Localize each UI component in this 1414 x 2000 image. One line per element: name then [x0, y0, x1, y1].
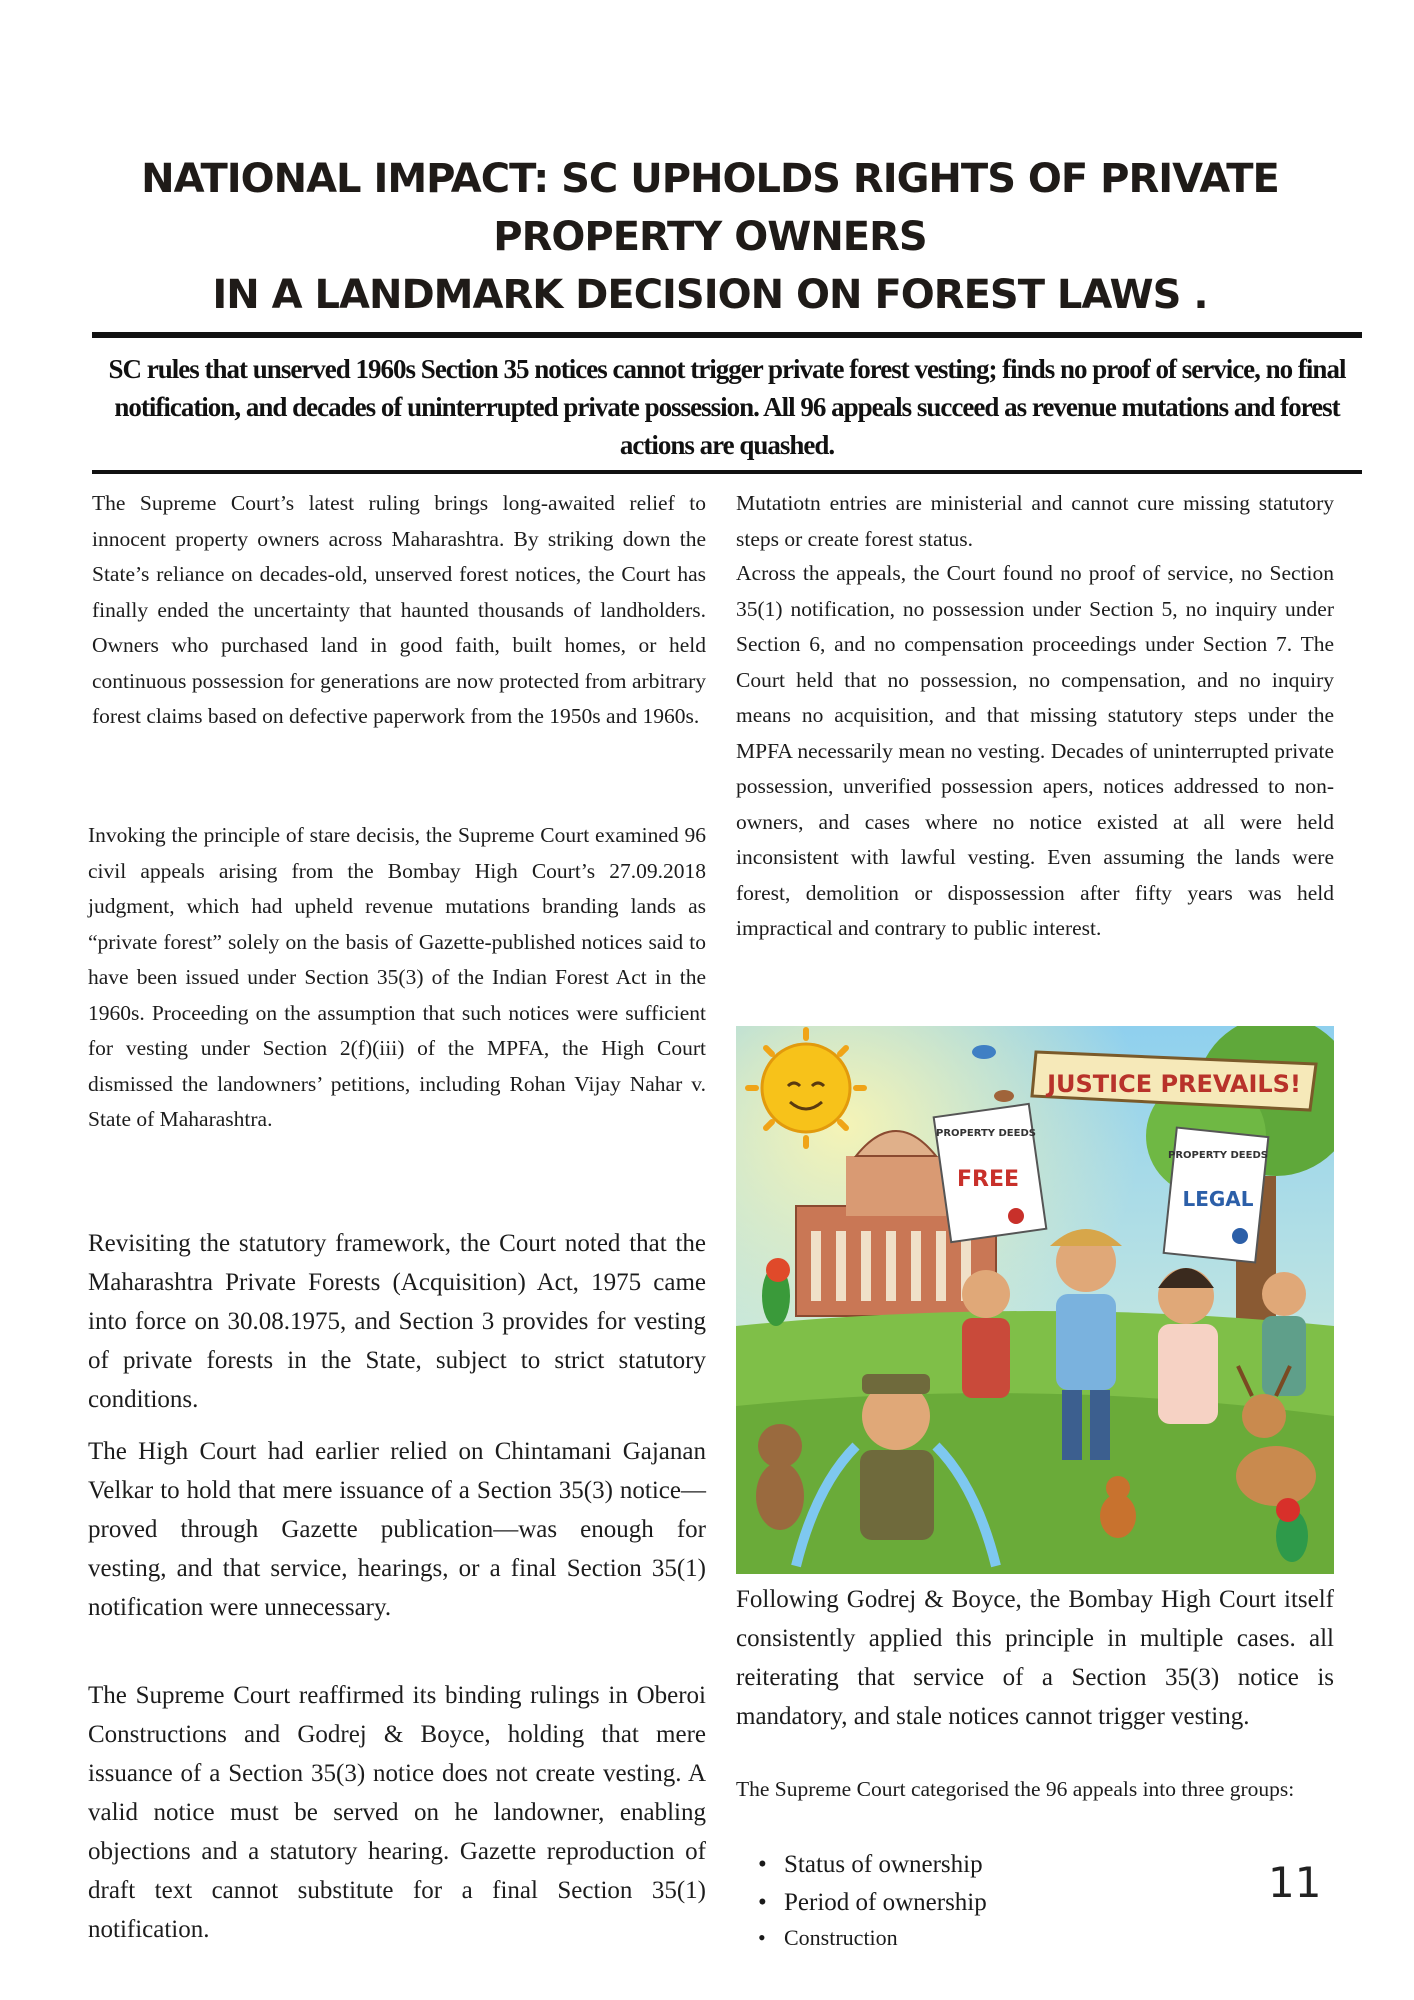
- right-paragraph-2: Across the appeals, the Court found no proof of service, no Section 35(1) notification, no possession under Section 5, no inquiry under Section 6, and no compensation proceedings under Section 7. The Court held that no possession, no compensation, and no inquiry means no acquisition, and that missing statutory steps under the MPFA necessarily mean no vesting. Decades of uninterrupted private possession, unverified possession apers, notices addressed to non-owners, and cases where no notice existed at all were held inconsistent with lawful vesting. Even assuming the lands were forest, demolition or dispossession after fifty years was held impractical and contrary to public interest.: [736, 561, 1334, 940]
- stamp-legal: LEGAL: [1182, 1187, 1254, 1211]
- left-paragraph-1: The Supreme Court’s latest ruling brings long-awaited relief to innocent property owners across Maharashtra. By striking down the State’s reliance on decades-old, unserved forest notices, the Court has finally ended the uncertainty that haunted thousands of landholders. Owners who purchased land in good faith, built homes, or held continuous possession for generations are now protected from arbitrary forest claims based on defective paperwork from the 1950s and 1960s.: [92, 491, 706, 728]
- banner-text: JUSTICE PREVAILS!: [1047, 1070, 1301, 1098]
- justice-prevails-illustration: [736, 1026, 1334, 1574]
- deed-header-free: PROPERTY DEEDS: [936, 1128, 1036, 1139]
- list-item: • Period of ownership: [758, 1884, 1158, 1922]
- article-subheadline: SC rules that unserved 1960s Section 35 notices cannot trigger private forest vesting; finds no proof of service, no final notification, and decades of uninterrupted private possession. All 96 appeals succeed as revenue mutations and forest actions are quashed.: [108, 354, 1346, 460]
- deed-header-legal: PROPERTY DEEDS: [1168, 1150, 1268, 1161]
- right-paragraph-1: Mutatiotn entries are ministerial and cannot cure missing statutory steps or create forest status.: [736, 491, 1334, 551]
- celebration-scene: [736, 1026, 1334, 1574]
- right-paragraph-3: Following Godrej & Boyce, the Bombay High Court itself consistently applied this principle in multiple cases. all reiterating that service of a Section 35(3) notice is mandatory, and stale notices cannot trigger vesting.: [736, 1586, 1334, 1730]
- sun-icon: [748, 1030, 864, 1146]
- bottom-rule: [92, 470, 1362, 474]
- headline-line-2: IN A LANDMARK DECISION ON FOREST LAWS .: [212, 272, 1208, 318]
- article-headline: [90, 150, 1330, 324]
- right-paragraph-4: The Supreme Court categorised the 96 appeals into three groups:: [736, 1777, 1295, 1801]
- property-deed-free: [934, 1104, 1047, 1242]
- parrot-icon: [762, 1258, 790, 1326]
- stamp-free: FREE: [956, 1167, 1020, 1192]
- property-deed-legal: [1164, 1128, 1269, 1263]
- list-item: • Construction: [758, 1922, 1158, 1954]
- appeal-groups-list: [758, 1846, 1158, 1954]
- left-paragraph-5: The Supreme Court reaffirmed its binding rulings in Oberoi Constructions and Godrej & Boyce, holding that mere issuance of a Section 35(3) notice does not create vesting. A valid notice must be served on he landowner, enabling objections and a statutory hearing. Gazette reproduction of draft text cannot substitute for a final Section 35(1) notification.: [88, 1682, 706, 1943]
- headline-line-1: NATIONAL IMPACT: SC UPHOLDS RIGHTS OF PRIVATE PROPERTY OWNERS: [141, 156, 1279, 260]
- top-rule: [92, 332, 1362, 338]
- left-paragraph-4: The High Court had earlier relied on Chintamani Gajanan Velkar to hold that mere issuance of a Section 35(3) notice—proved through Gazette publication—was enough for vesting, and that service, hearings, or a final Section 35(1) notification were unnecessary.: [88, 1438, 706, 1621]
- monkey-icon: [756, 1424, 804, 1530]
- left-paragraph-3: Revisiting the statutory framework, the Court noted that the Maharashtra Private Forests (Acquisition) Act, 1975 came into force on 30.08.1975, and Section 3 provides for vesting of private forests in the State, subject to strict statutory conditions.: [88, 1230, 706, 1413]
- left-paragraph-2: Invoking the principle of stare decisis, the Supreme Court examined 96 civil appeals arising from the Bombay High Court’s 27.09.2018 judgment, which had upheld revenue mutations branding lands as “private forest” solely on the basis of Gazette-published notices said to have been issued under Section 35(3) of the Indian Forest Act in the 1960s. Proceeding on the assumption that such notices were sufficient for vesting under Section 2(f)(iii) of the MPFA, the High Court dismissed the landowners’ petitions, including Rohan Vijay Nahar v. State of Maharashtra.: [88, 823, 706, 1131]
- page-number: 11: [1268, 1858, 1322, 1907]
- list-item: • Status of ownership: [758, 1846, 1158, 1884]
